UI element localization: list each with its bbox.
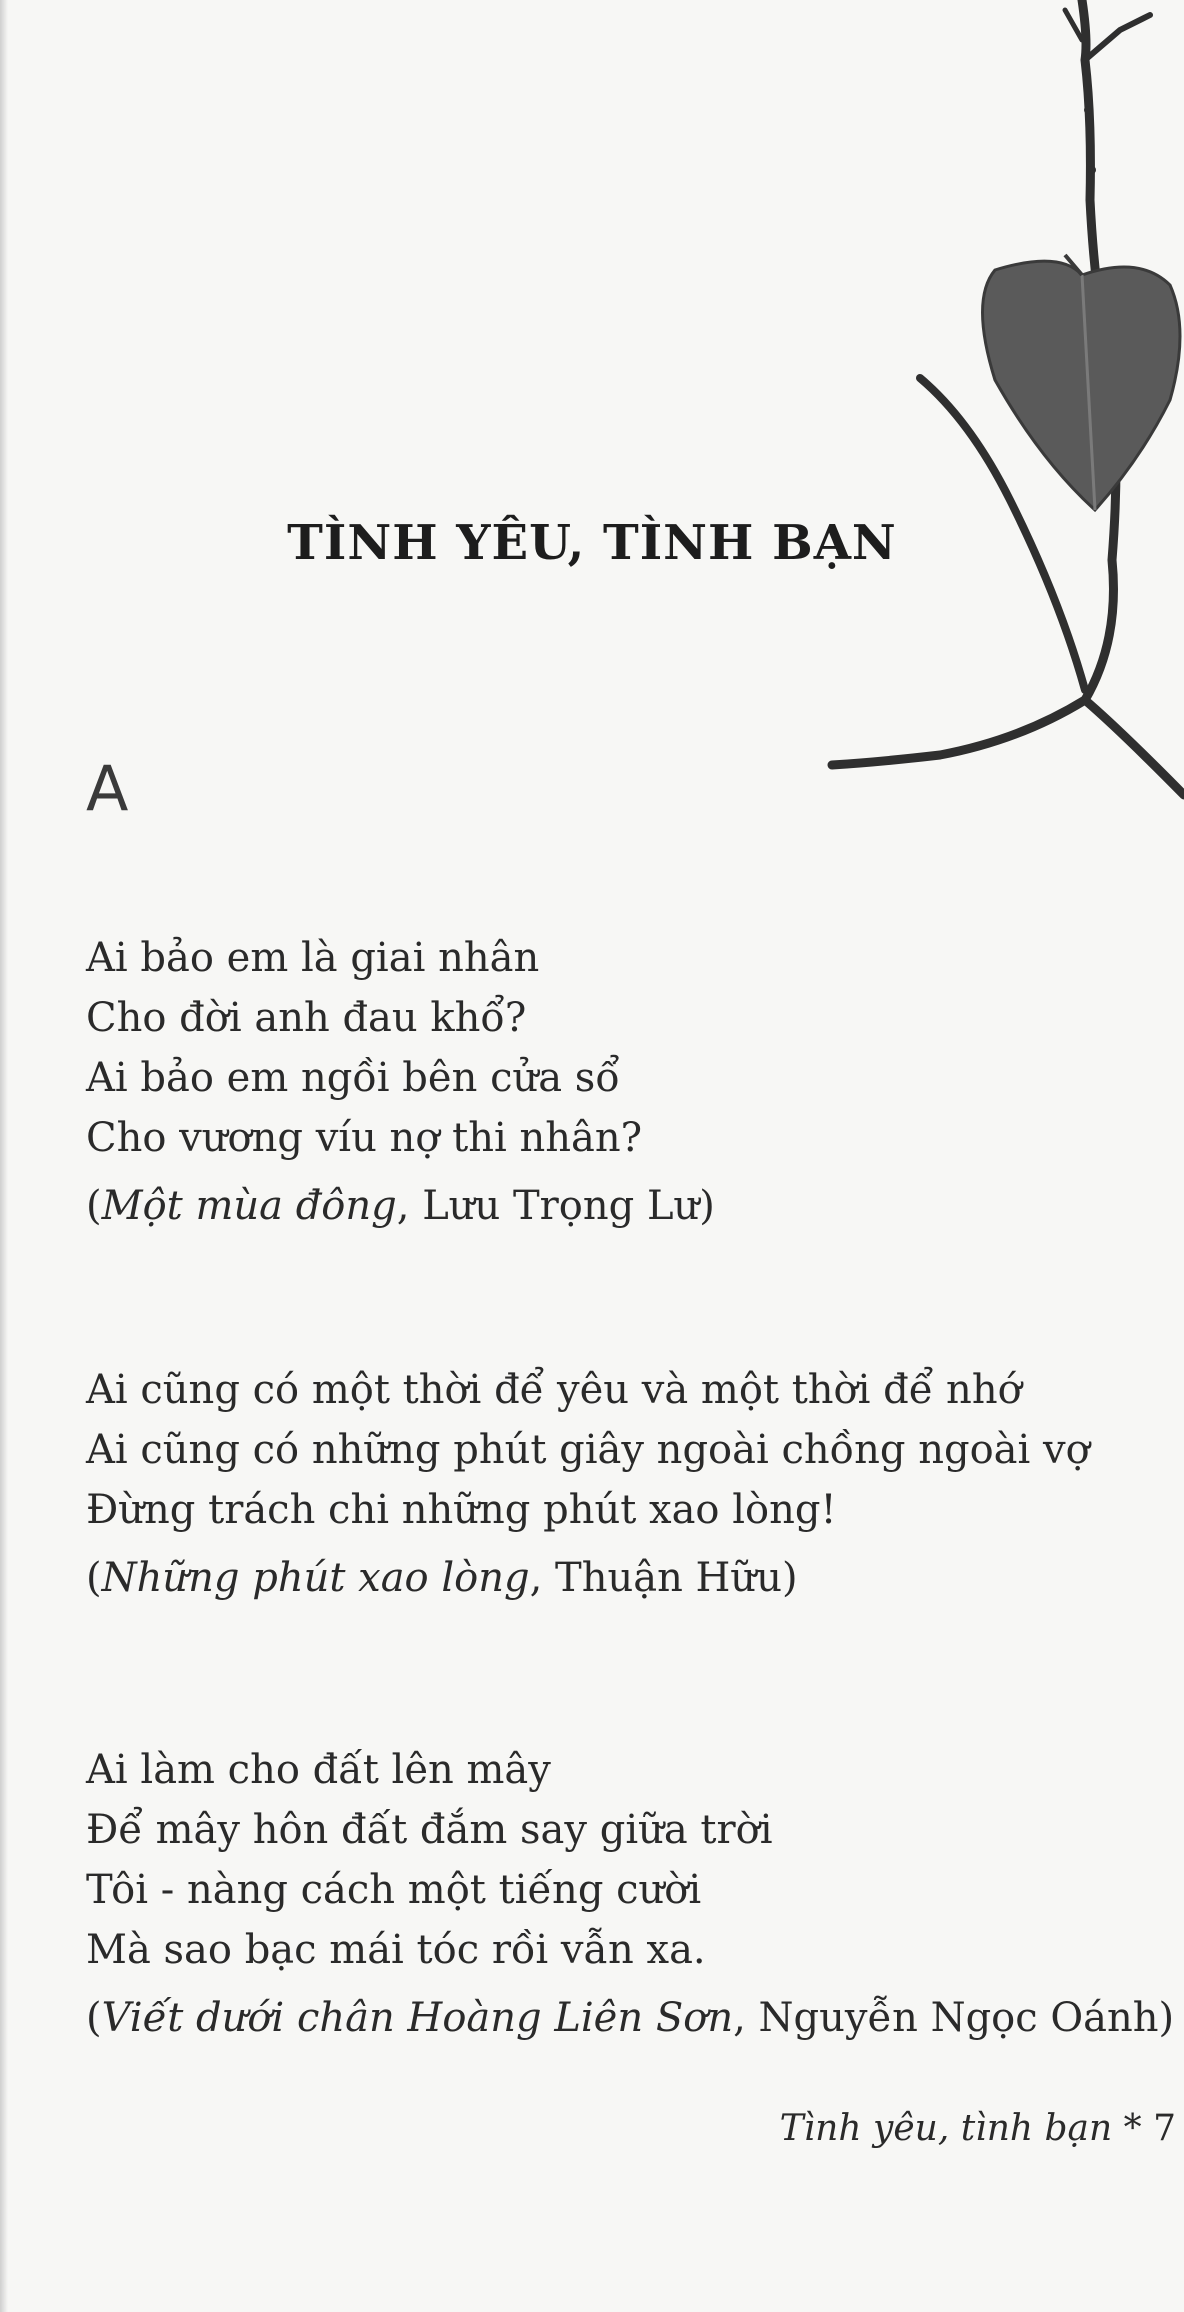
citation-close-paren: ) bbox=[781, 1555, 798, 1601]
poem-stanza bbox=[86, 1360, 1090, 1608]
running-title: Tình yêu, tình bạn bbox=[779, 2108, 1113, 2149]
citation-author: Lưu Trọng Lư bbox=[422, 1183, 700, 1229]
citation-close-paren: ) bbox=[1158, 1995, 1175, 2041]
poem-line: Mà sao bạc mái tóc rồi vẫn xa. bbox=[86, 1927, 706, 1973]
poem-line: Đừng trách chi những phút xao lòng! bbox=[86, 1487, 837, 1533]
citation-author: Thuận Hữu bbox=[555, 1555, 782, 1601]
citation-author: Nguyễn Ngọc Oánh bbox=[758, 1995, 1159, 2041]
poem-line: Ai cũng có những phút giây ngoài chồng ngoài vợ bbox=[86, 1427, 1090, 1473]
chapter-title: TÌNH YÊU, TÌNH BẠN bbox=[287, 515, 897, 571]
poem-stanza bbox=[86, 928, 715, 1236]
poem-citation bbox=[86, 1176, 715, 1236]
citation-open-paren: ( bbox=[86, 1995, 102, 2041]
citation-separator: , bbox=[733, 1995, 759, 2041]
poem-line: Ai bảo em ngồi bên cửa sổ bbox=[86, 1055, 620, 1101]
citation-open-paren: ( bbox=[86, 1555, 102, 1601]
page-binding-edge bbox=[0, 0, 8, 2312]
page-number: 7 bbox=[1153, 2108, 1176, 2149]
poem-line: Ai cũng có một thời để yêu và một thời để nhớ bbox=[86, 1367, 1022, 1413]
poem-citation bbox=[86, 1988, 1174, 2048]
poem-line: Để mây hôn đất đắm say giữa trời bbox=[86, 1807, 773, 1853]
poem-line: Tôi - nàng cách một tiếng cười bbox=[86, 1867, 702, 1913]
poem-citation bbox=[86, 1548, 1090, 1608]
section-letter: A bbox=[86, 752, 129, 825]
footer-separator: * bbox=[1112, 2108, 1154, 2149]
citation-close-paren: ) bbox=[699, 1183, 715, 1229]
citation-open-paren: ( bbox=[86, 1183, 102, 1229]
citation-separator: , bbox=[529, 1555, 556, 1601]
citation-work-title: Một mùa đông bbox=[101, 1183, 397, 1229]
citation-work-title: Viết dưới chân Hoàng Liên Sơn bbox=[101, 1995, 734, 2041]
citation-work-title: Những phút xao lòng bbox=[101, 1555, 530, 1601]
poem-stanza bbox=[86, 1740, 1174, 2048]
branch-heart-illustration bbox=[820, 0, 1184, 810]
citation-separator: , bbox=[396, 1183, 423, 1229]
poem-line: Cho đời anh đau khổ? bbox=[86, 995, 527, 1041]
poem-line: Cho vương víu nợ thi nhân? bbox=[86, 1115, 643, 1161]
page-footer bbox=[780, 2108, 1176, 2149]
poem-line: Ai bảo em là giai nhân bbox=[86, 935, 540, 981]
poem-line: Ai làm cho đất lên mây bbox=[86, 1747, 551, 1793]
